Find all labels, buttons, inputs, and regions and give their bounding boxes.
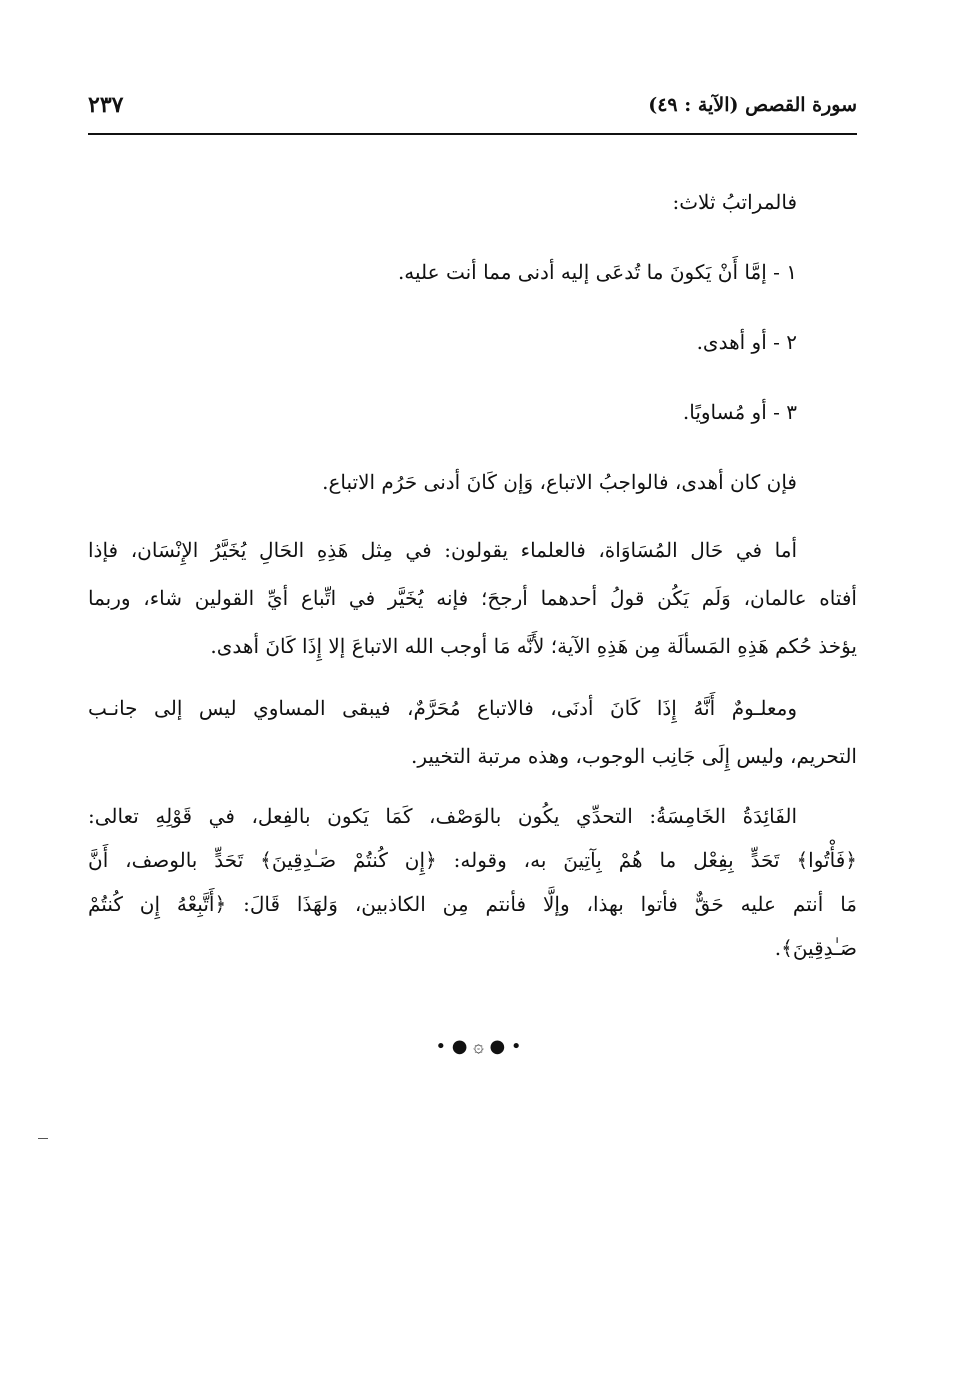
page-header [88, 92, 857, 132]
scan-mark [38, 1138, 48, 1139]
text-line: يؤخذ حُكم هَذِهِ المَسألَة مِن هَذِهِ الآية؛ لأَنَّه مَا أوجب الله الاتباعَ إلا إِذَا كَانَ أهدى. [210, 634, 857, 658]
text-line: أفتاه عالمان، وَلَم يَكُن قولُ أحدهما أرجحَ؛ فإنه يُخَيَّر في اتِّباع أيِّ القولين شاء، وربما [88, 586, 857, 610]
text-line: الفَائِدَةُ الخَامِسَةُ: التحدِّي يكُون بالوَصْف، كَمَا يَكون بالفِعل، في قَوْلِهِ تعالى: [88, 804, 797, 828]
text-line: ومعلـومٌ أَنَّهُ إِذَا كَانَ أدنَى، فالاتباع مُحَرَّمٌ، فيبقى المساوي ليس إلى جانـب [88, 696, 797, 720]
text-line: ﴿فَأْتُوا﴾ تَحَدٍّ بِفِعْل ما هُمْ بِآتِينَ به، وقوله: ﴿إِن كُنتُمْ صَـٰدِقِينَ﴾ تَحَدٍّ بالوصف، أَنَّ [88, 848, 857, 872]
text-line: ٣ - أو مُساويًا. [682, 400, 797, 424]
text-line: فإن كان أهدى، فالواجبُ الاتباع، وَإن كَانَ أدنى حَرُم الاتباع. [322, 470, 797, 494]
text-line: مَا أنتم عليه حَقٌّ فأتوا بهذا، وإلَّا فأنتم مِن الكاذبين، وَلهَذَا قَالَ: ﴿أَتَّبِعْهُ إِن كُنتُمْ [88, 892, 857, 916]
running-title: سورة القصص (الآية : ٤٩) [648, 94, 857, 116]
header-divider [88, 133, 857, 135]
section-end-ornament: • ● ۞ ● • [435, 1036, 522, 1057]
main-text [88, 178, 857, 970]
text-line: التحريم، وليس إِلَى جَانِب الوجوب، وهذه مرتبة التخيير. [410, 744, 857, 768]
text-line: صَـٰدِقِينَ﴾. [774, 936, 857, 960]
text-line: أما في حَال المُسَاوَاة، فالعلماء يقولون: في مِثل هَذِهِ الحَالِ يُخَيَّرُ الإِنْسَان، فإذا [88, 538, 797, 562]
text-line: ١ - إمَّا أَنْ يَكونَ ما تُدعَى إليه أدنى مما أنت عليه. [397, 260, 797, 284]
text-line: ٢ - أو أهدى. [696, 330, 797, 354]
text-line: فالمراتبُ ثلاث: [672, 190, 797, 214]
page-number: ٢٣٧ [88, 92, 124, 118]
